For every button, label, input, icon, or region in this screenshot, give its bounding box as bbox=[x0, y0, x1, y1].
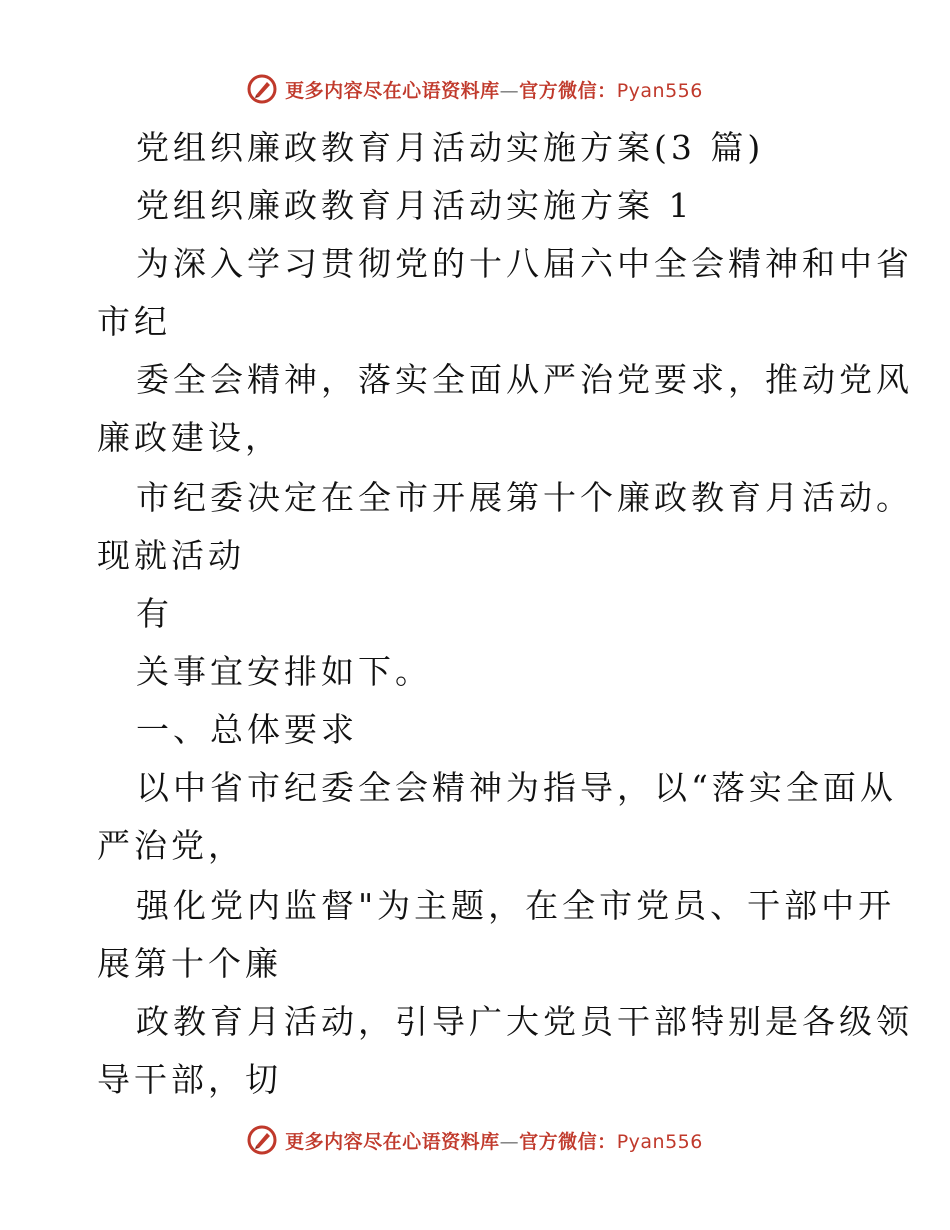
header-banner bbox=[0, 72, 950, 106]
paragraph-line: 委全会精神，落实全面从严治党要求，推动党风 bbox=[136, 360, 913, 399]
doc-subtitle: 党组织廉政教育月活动实施方案 1 bbox=[136, 186, 694, 225]
banner-text bbox=[285, 76, 703, 103]
paragraph-line: 市纪 bbox=[97, 302, 171, 341]
banner-wechat-id: Pyan556 bbox=[616, 1130, 703, 1153]
banner-wechat-id: Pyan556 bbox=[616, 79, 703, 102]
banner-wechat-label: 官方微信： bbox=[519, 1130, 617, 1153]
paragraph-line: 关事宜安排如下。 bbox=[136, 652, 432, 691]
doc-title: 党组织廉政教育月活动实施方案(3 篇) bbox=[136, 128, 765, 167]
paragraph-line: 有 bbox=[136, 594, 173, 633]
section-heading: 一、总体要求 bbox=[136, 710, 358, 749]
paragraph-line: 为深入学习贯彻党的十八届六中全会精神和中省 bbox=[136, 244, 913, 283]
paragraph-line: 导干部，切 bbox=[97, 1060, 282, 1099]
paragraph-line: 展第十个廉 bbox=[97, 944, 282, 983]
banner-wechat-label: 官方微信： bbox=[519, 79, 617, 102]
paragraph-line: 政教育月活动，引导广大党员干部特别是各级领 bbox=[136, 1002, 913, 1041]
banner-separator: — bbox=[499, 79, 520, 102]
paragraph-line: 现就活动 bbox=[97, 536, 245, 575]
banner-title: 更多内容尽在心语资料库 bbox=[285, 79, 500, 102]
banner-separator: — bbox=[499, 1130, 520, 1153]
banner-title: 更多内容尽在心语资料库 bbox=[285, 1130, 500, 1153]
paragraph-line: 市纪委决定在全市开展第十个廉政教育月活动。 bbox=[136, 478, 913, 517]
paragraph-line: 以中省市纪委全会精神为指导，以“落实全面从 bbox=[136, 768, 897, 807]
paragraph-line: 严治党， bbox=[97, 826, 245, 865]
pen-logo-icon bbox=[247, 1125, 277, 1155]
paragraph-line: 廉政建设， bbox=[97, 418, 282, 457]
footer-banner bbox=[0, 1123, 950, 1157]
pen-logo-icon bbox=[247, 74, 277, 104]
banner-text bbox=[285, 1127, 703, 1154]
paragraph-line: 强化党内监督"为主题，在全市党员、干部中开 bbox=[136, 886, 896, 925]
